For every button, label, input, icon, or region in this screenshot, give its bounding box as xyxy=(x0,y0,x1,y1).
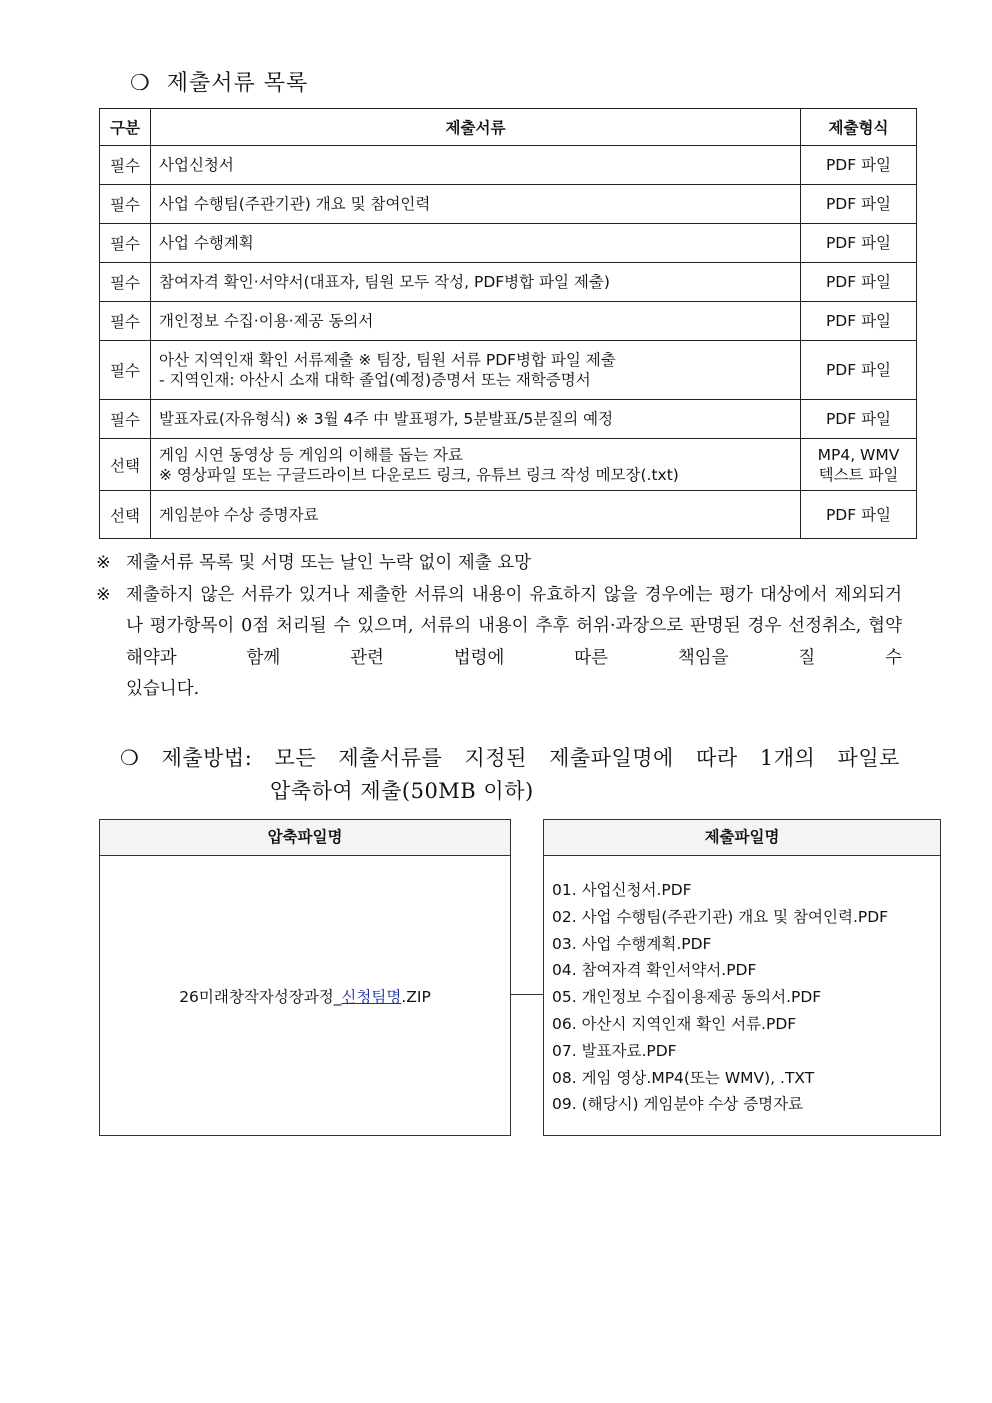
note-1-text: 제출서류 목록 및 서명 또는 날인 누락 없이 제출 요망 xyxy=(126,553,532,573)
document-line: 사업 수행계획 xyxy=(159,234,254,252)
zip-name-highlight: 신청팀명 xyxy=(341,988,402,1006)
row-category: 필수 xyxy=(100,146,151,185)
row-document xyxy=(151,185,801,224)
format-line: MP4, WMV xyxy=(817,445,900,464)
row-document xyxy=(151,302,801,341)
file-names-box xyxy=(543,819,941,1136)
row-format xyxy=(801,185,917,224)
reference-mark-icon: ※ xyxy=(96,553,111,573)
notes-section xyxy=(96,548,902,706)
circle-bullet-icon: ❍ xyxy=(130,71,151,96)
format-line: PDF 파일 xyxy=(825,156,892,174)
document-line: 아산 지역인재 확인 서류제출 ※ 팀장, 팀원 서류 PDF병합 파일 제출 xyxy=(159,351,616,369)
file-list xyxy=(552,877,888,1118)
zip-name-prefix: 26미래창작자성장과정_ xyxy=(179,988,342,1006)
header-category: 구분 xyxy=(100,109,151,146)
row-category: 필수 xyxy=(100,341,151,400)
document-line: - 지역인재: 아산시 소재 대학 졸업(예정)증명서 또는 재학증명서 xyxy=(159,371,591,389)
method-word: 따라 xyxy=(696,746,738,770)
zip-name-suffix: .ZIP xyxy=(401,988,431,1006)
method-word: 파일로 xyxy=(837,746,900,770)
document-line: 개인정보 수집·이용·제공 동의서 xyxy=(159,312,374,330)
connector-line xyxy=(510,994,543,995)
table-row xyxy=(100,491,917,539)
note-2-text: 제출하지 않은 서류가 있거나 제출한 서류의 내용이 유효하지 않을 경우에는 평가 대상에서 제외되거나 평가항목이 0점 처리될 수 있으며, 서류의 내용이 추후 허위·과장으로 판명된 경우 선정취소, 협약해약과 함께 관련 법령에 따른 책임을 질 수 xyxy=(126,584,902,668)
table-row xyxy=(100,146,917,185)
table-row xyxy=(100,341,917,400)
reference-mark-icon: ※ xyxy=(96,584,111,605)
list-item: 03. 사업 수행계획.PDF xyxy=(552,934,712,953)
method-word: 모든 xyxy=(274,746,317,770)
row-format xyxy=(801,302,917,341)
document-line: 게임 시연 동영상 등 게임의 이해를 돕는 자료 xyxy=(159,445,464,464)
row-document xyxy=(151,263,801,302)
table-row xyxy=(100,185,917,224)
header-format: 제출형식 xyxy=(801,109,917,146)
table-header-row xyxy=(100,109,917,146)
list-item: 01. 사업신청서.PDF xyxy=(552,881,692,899)
row-format xyxy=(801,263,917,302)
method-word: 제출방법: xyxy=(161,746,253,770)
table-row xyxy=(100,400,917,439)
method-line-1 xyxy=(120,742,900,775)
documents-table xyxy=(99,108,917,539)
note-1 xyxy=(96,548,902,580)
list-item: 06. 아산시 지역인재 확인 서류.PDF xyxy=(552,1014,797,1033)
row-document xyxy=(151,146,801,185)
list-item: 08. 게임 영상.MP4(또는 WMV), .TXT xyxy=(552,1068,815,1087)
row-document xyxy=(151,439,801,491)
row-category: 선택 xyxy=(100,491,151,539)
method-line-2: 압축하여 제출(50MB 이하) xyxy=(270,779,534,803)
zip-name-box xyxy=(99,819,511,1136)
document-line: 게임분야 수상 증명자료 xyxy=(159,505,319,524)
row-format xyxy=(801,146,917,185)
section-title-text: 제출서류 목록 xyxy=(166,71,309,96)
method-word: 제출서류를 xyxy=(338,746,443,770)
list-item: 07. 발표자료.PDF xyxy=(552,1041,677,1060)
note-2-last-line: 있습니다. xyxy=(126,679,200,699)
method-word: 제출파일명에 xyxy=(549,746,674,770)
table-row xyxy=(100,224,917,263)
row-document xyxy=(151,224,801,263)
format-line: PDF 파일 xyxy=(825,505,892,524)
row-category: 필수 xyxy=(100,263,151,302)
format-line: PDF 파일 xyxy=(825,361,892,379)
note-2 xyxy=(96,580,902,706)
list-item: 09. (해당시) 게임분야 수상 증명자료 xyxy=(552,1095,804,1114)
zip-file-name xyxy=(100,985,510,1007)
row-document xyxy=(151,341,801,400)
document-line: 발표자료(자유형식) ※ 3월 4주 中 발표평가, 5분발표/5분질의 예정 xyxy=(159,410,614,428)
format-line: PDF 파일 xyxy=(825,410,892,428)
format-line: 텍스트 파일 xyxy=(818,465,899,484)
format-line: PDF 파일 xyxy=(825,312,892,330)
files-box-header: 제출파일명 xyxy=(544,820,940,856)
header-document: 제출서류 xyxy=(151,109,801,146)
row-category: 필수 xyxy=(100,224,151,263)
method-word: 지정된 xyxy=(464,746,527,770)
method-word: 1개의 xyxy=(759,746,816,770)
row-format xyxy=(801,491,917,539)
list-item: 04. 참여자격 확인서약서.PDF xyxy=(552,961,757,980)
row-format xyxy=(801,400,917,439)
row-category: 필수 xyxy=(100,302,151,341)
row-format xyxy=(801,224,917,263)
list-item: 02. 사업 수행팀(주관기관) 개요 및 참여인력.PDF xyxy=(552,907,889,926)
list-item: 05. 개인정보 수집이용제공 동의서.PDF xyxy=(552,988,822,1007)
circle-bullet-icon: ❍ xyxy=(120,746,140,770)
submission-method xyxy=(120,742,900,808)
format-line: PDF 파일 xyxy=(825,273,892,291)
format-line: PDF 파일 xyxy=(825,195,892,213)
table-row xyxy=(100,439,917,491)
row-format xyxy=(801,341,917,400)
row-category: 선택 xyxy=(100,439,151,491)
document-line: ※ 영상파일 또는 구글드라이브 다운로드 링크, 유튜브 링크 작성 메모장(.txt) xyxy=(159,465,679,484)
format-line: PDF 파일 xyxy=(825,234,892,252)
row-document xyxy=(151,491,801,539)
document-line: 사업신청서 xyxy=(159,156,234,174)
row-document xyxy=(151,400,801,439)
row-category: 필수 xyxy=(100,400,151,439)
zip-box-header: 압축파일명 xyxy=(100,820,510,856)
document-line: 사업 수행팀(주관기관) 개요 및 참여인력 xyxy=(159,195,431,213)
table-row xyxy=(100,263,917,302)
table-row xyxy=(100,302,917,341)
row-format xyxy=(801,439,917,491)
section-title-documents xyxy=(130,66,308,97)
row-category: 필수 xyxy=(100,185,151,224)
document-line: 참여자격 확인·서약서(대표자, 팀원 모두 작성, PDF병합 파일 제출) xyxy=(159,273,610,291)
